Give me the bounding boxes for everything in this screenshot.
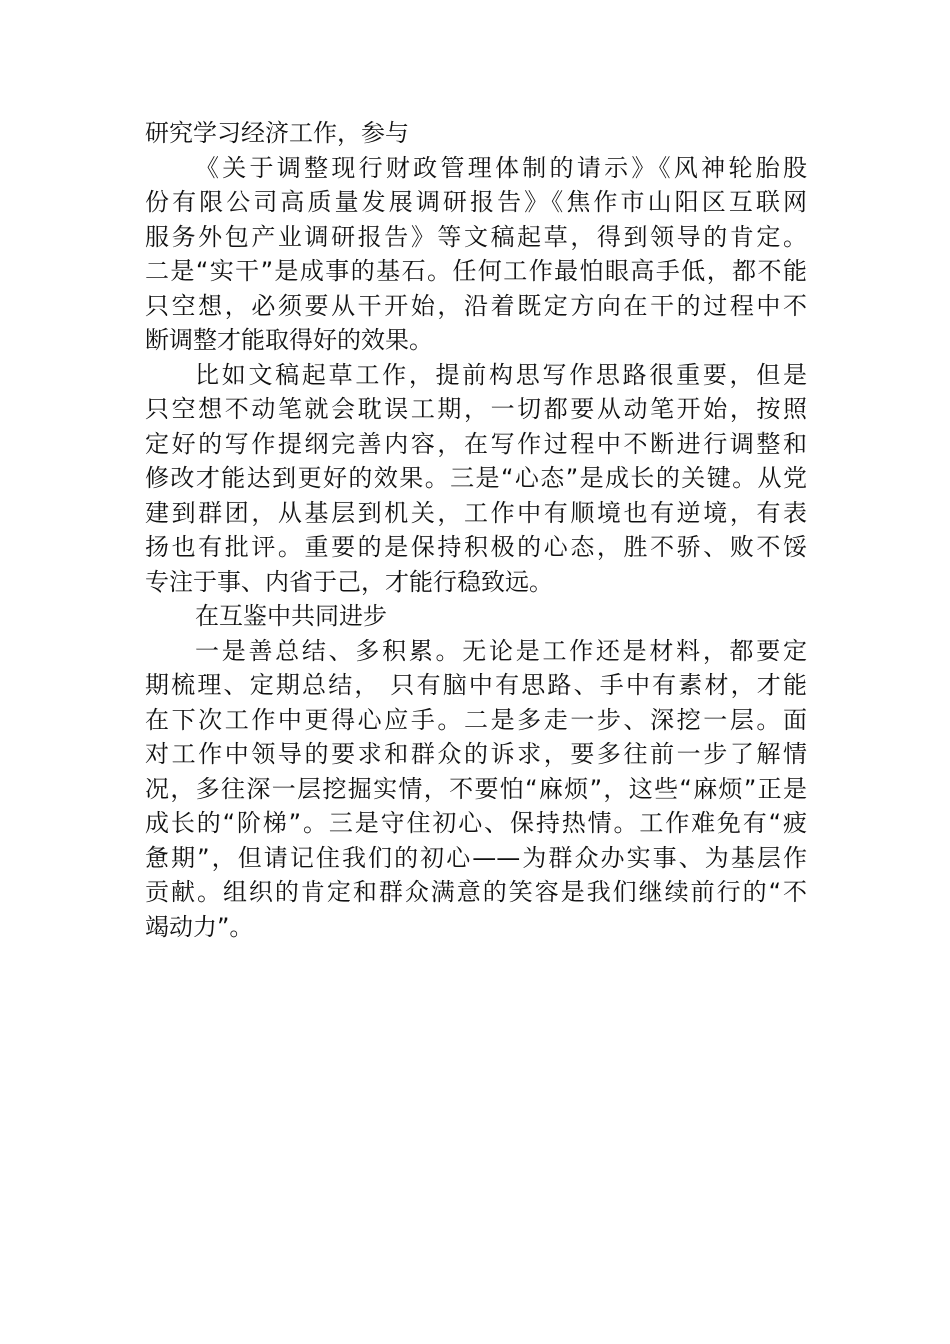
text-line: 修改才能达到更好的效果。三是“心态”是成长的关键。从党 [145,464,807,492]
text-line: 比如文稿起草工作，提前构思写作思路很重要，但是 [195,360,807,389]
text-line: 扬也有批评。重要的是保持积极的心态，胜不骄、败不馁 [145,533,807,561]
text-line: 研究学习经济工作，参与 [145,119,409,147]
text-line: 《关于调整现行财政管理体制的请示》《风神轮胎股 [195,153,807,182]
text-line: 在下次工作中更得心应手。二是多走一步、深挖一层。面 [145,705,807,734]
text-line: 专注于事、内省于己，才能行稳致远。 [145,567,553,596]
text-line: 期梳理、定期总结， 只有脑中有思路、手中有素材，才能 [145,671,807,699]
text-line: 服务外包产业调研报告》等文稿起草，得到领导的肯定。 [145,222,807,251]
text-line: 断调整才能取得好的效果。 [145,326,433,354]
text-line: 份有限公司高质量发展调研报告》《焦作市山阳区互联网 [145,188,807,216]
section-heading: 在互鉴中共同进步 [195,602,387,630]
text-line: 对工作中领导的要求和群众的诉求，要多往前一步了解情 [145,740,807,768]
text-line: 只空想，必须要从干开始，沿着既定方向在干的过程中不 [145,291,807,320]
body-text [145,116,807,944]
text-line: 定好的写作提纲完善内容，在写作过程中不断进行调整和 [145,429,807,458]
text-line: 建到群团，从基层到机关，工作中有顺境也有逆境，有表 [145,498,807,527]
text-line: 只空想不动笔就会耽误工期，一切都要从动笔开始，按照 [145,395,807,423]
text-line: 惫期”，但请记住我们的初心——为群众办实事、为基层作 [145,843,807,872]
text-line: 二是“实干”是成事的基石。任何工作最怕眼高手低，都不能 [145,257,807,285]
text-line: 一是善总结、多积累。无论是工作还是材料，都要定 [195,636,807,665]
text-line: 成长的“阶梯”。三是守住初心、保持热情。工作难免有“疲 [145,809,807,837]
text-line: 况，多往深一层挖掘实情，不要怕“麻烦”，这些“麻烦”正是 [145,774,807,803]
text-line: 竭动力”。 [145,912,254,941]
text-line: 贡献。组织的肯定和群众满意的笑容是我们继续前行的“不 [145,878,807,906]
